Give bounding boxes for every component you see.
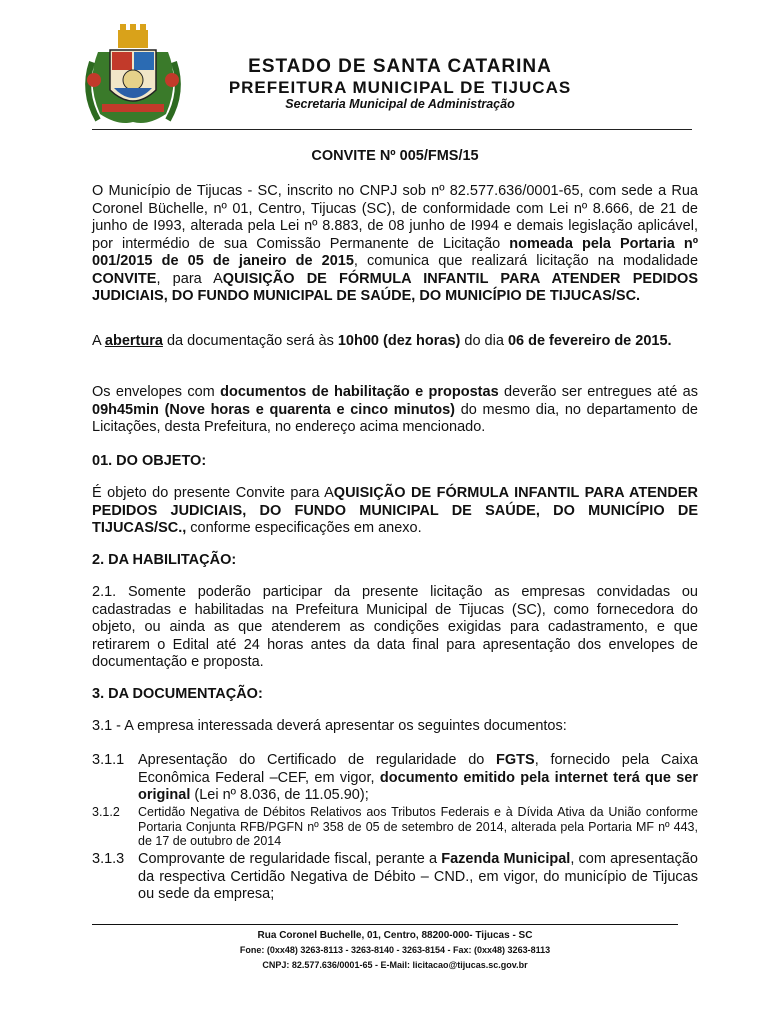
- footer: [150, 928, 640, 973]
- section-habilitacao-title: 2. DA HABILITAÇÃO:: [92, 552, 237, 568]
- documentacao-intro: 3.1 - A empresa interessada deverá apresentar os seguintes documentos:: [92, 718, 567, 734]
- footer-divider: [92, 924, 678, 925]
- intro-paragraph: O Município de Tijucas - SC, inscrito no CNPJ sob nº 82.577.636/0001-65, com sede a Rua Coronel Büchelle, nº 01, Centro, Tijucas (SC), de conformidade com Lei nº 8.666, de 21 de junho de I993, alterada pela Lei nº 8.883, de 08 junho de I994 e demais legislação aplicável, por intermédio de sua Comissão Permanente de Licitação nomeada pela Portaria nº 001/2015 de 05 de janeiro de 2015, comunica que realizará licitação na modalidade CONVITE, para AQUISIÇÃO DE FÓRMULA INFANTIL PARA ATENDER PEDIDOS JUDICIAIS, DO FUNDO MUNICIPAL DE SAÚDE, DO MUNICÍPIO DE TIJUCAS/SC.: [92, 183, 699, 304]
- footer-cnpj: CNPJ: 82.577.636/0001-65 - E-Mail: licitacao@tijucas.sc.gov.br: [262, 960, 528, 970]
- abertura-paragraph: A abertura da documentação será às 10h00 (dez horas) do dia 06 de fevereiro de 2015.: [92, 333, 672, 349]
- secretaria-name: Secretaria Municipal de Administração: [285, 97, 515, 111]
- habilitacao-paragraph: 2.1. Somente poderão participar da presente licitação as empresas convidadas ou cadastradas e habilitadas na Prefeitura Municipal de Tijucas (SC), como fornecedora do objeto, ou ainda as que atenderem as condições exigidas para cadastramento, e que retirarem o Edital até 24 horas antes da data final para apresentação dos envelopes de documentação e proposta.: [92, 584, 698, 670]
- section-documentacao-title: 3. DA DOCUMENTAÇÃO:: [92, 686, 263, 702]
- header-divider: [92, 129, 692, 130]
- envelopes-paragraph: Os envelopes com documentos de habilitação e propostas deverão ser entregues até as 09h45min (Nove horas e quarenta e cinco minutos) do mesmo dia, no departamento de Licitações, desta Prefeitura, no endereço acima mencionado.: [92, 384, 698, 435]
- state-name: ESTADO DE SANTA CATARINA: [248, 56, 552, 77]
- section-objeto-title: 01. DO OBJETO:: [92, 453, 207, 469]
- coat-of-arms-logo: [78, 22, 188, 132]
- objeto-paragraph: É objeto do presente Convite para AQUISIÇÃO DE FÓRMULA INFANTIL PARA ATENDER PEDIDOS JUDICIAIS, DO FUNDO MUNICIPAL DE SAÚDE, DO MUNICÍPIO DE TIJUCAS/SC., conforme especificações em anexo.: [92, 485, 699, 536]
- footer-phones: Fone: (0xx48) 3263-8113 - 3263-8140 - 3263-8154 - Fax: (0xx48) 3263-8113: [239, 945, 551, 955]
- footer-address: Rua Coronel Buchelle, 01, Centro, 88200-000- Tijucas - SC: [257, 930, 533, 941]
- document-title: CONVITE Nº 005/FMS/15: [311, 148, 479, 164]
- prefeitura-name: PREFEITURA MUNICIPAL DE TIJUCAS: [228, 78, 572, 97]
